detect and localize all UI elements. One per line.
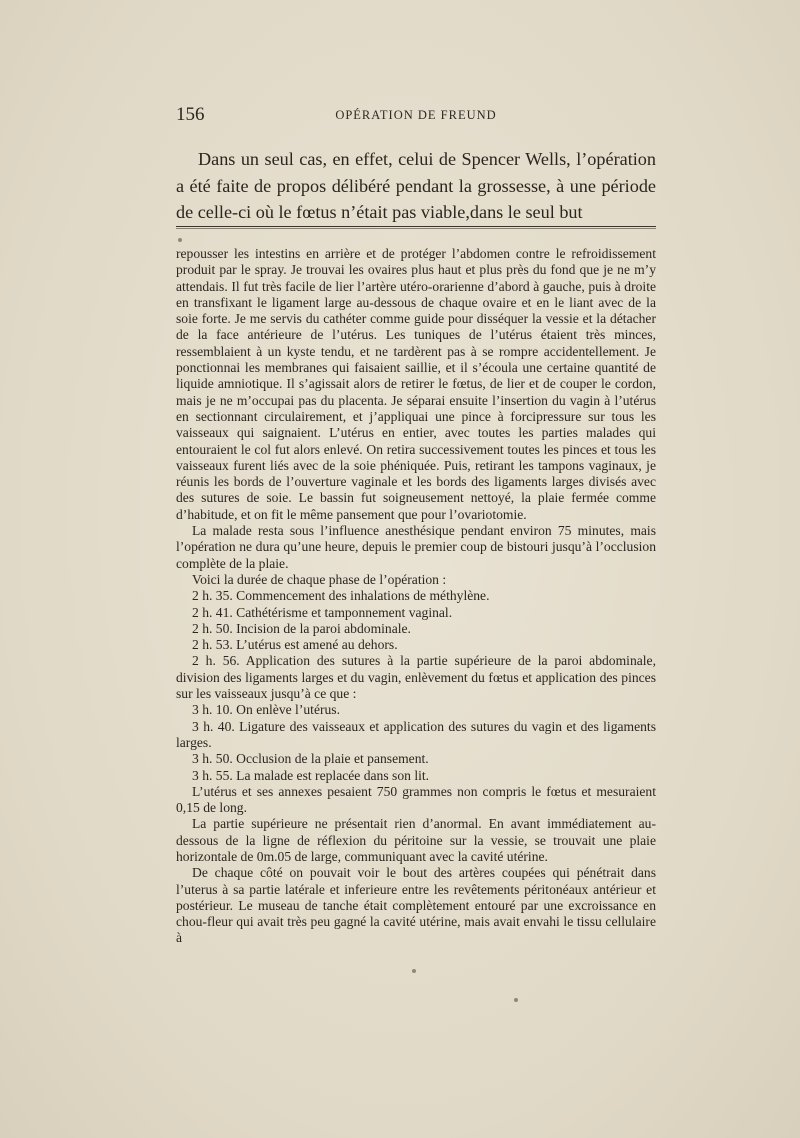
timeline-entry: 2 h. 50. Incision de la paroi abdominale.: [192, 620, 411, 636]
lead-paragraph: Dans un seul cas, en effet, celui de Spencer Wells, l’opération a été faite de propos délibéré pendant la grossesse, à une période de celle-ci où le fœtus n’était pas viable,dans le seul but: [176, 149, 656, 223]
timeline-entry: 3 h. 40. Ligature des vaisseaux et application des sutures du vagin et des ligaments larges.: [176, 718, 656, 750]
timeline-entry: 3 h. 10. On enlève l’utérus.: [192, 702, 340, 718]
running-head: [176, 104, 656, 126]
section-divider: [176, 226, 656, 229]
paper-blemish: [412, 969, 416, 973]
paper-blemish: [178, 238, 182, 242]
running-title: OPÉRATION DE FREUND: [335, 108, 497, 122]
paragraph: La malade resta sous l’influence anesthésique pendant environ 75 minutes, mais l’opération ne dura qu’une heure, depuis le premier coup de bistouri jusqu’à l’occlusion complète de la plaie.: [176, 523, 656, 571]
page-number: 156: [176, 104, 205, 125]
paragraph: De chaque côté on pouvait voir le bout des artères coupées qui pénétrait dans l’uterus à sa partie latérale et inferieure entre les revêtements péritonéaux antérieur et postérieur. Le museau de tanche était complètement entouré par une excroissance en chou-fleur qui avait très peu gagné la cavité utérine, mais avait envahi le tissu cellulaire à: [176, 865, 656, 946]
timeline-entry: 2 h. 35. Commencement des inhalations de méthylène.: [192, 588, 490, 604]
timeline-entry: 2 h. 53. L’utérus est amené au dehors.: [192, 637, 398, 653]
timeline-entry: 2 h. 41. Cathétérisme et tamponnement vaginal.: [192, 604, 453, 620]
timeline-entry: 3 h. 50. Occlusion de la plaie et pansement.: [192, 751, 429, 767]
timeline-entry: 2 h. 56. Application des sutures à la partie supérieure de la paroi abdominale, division des ligaments larges et du vagin, enlèvement du fœtus et application des pinces sur les vaisseaux jusqu’à ce que :: [176, 653, 656, 702]
paper-blemish: [514, 998, 518, 1002]
body-text: [176, 246, 656, 947]
paragraph: La partie supérieure ne présentait rien d’anormal. En avant immédiatement au-dessous de la ligne de réflexion du péritoine sur la vessie, se trouvait une plaie horizontale de 0m.05 de large, communiquant avec la cavité utérine.: [176, 816, 656, 864]
paragraph: Voici la durée de chaque phase de l’opération :: [192, 571, 447, 587]
paragraph: repousser les intestins en arrière et de protéger l’abdomen contre le refroidissement produit par le spray. Je trouvai les ovaires plus haut et plus près du fond que je ne m’y attendais. Il fut très facile de lier l’artère utéro-orarienne d’abord à gauche, puis à droite en transfixant le ligament large au-dessous de chaque ovaire et en le liant avec de la soie forte. Je me servis du cathéter comme guide pour disséquer la vessie et la détacher de la face antérieure de l’utérus. Les tuniques de l’utérus étaient très minces, ressemblaient à un kyste tendu, et ne tardèrent pas à se rompre accidentellement. Je ponctionnai les membranes qui faisaient saillie, et il s’écoula une certaine quantité de liquide amniotique. Il s’agissait alors de retirer le fœtus, de lier et de couper le cordon, mais je ne m’occupai pas du placenta. Je séparai ensuite l’insertion du vagin à l’utérus en sectionnant circulairement, et j’appliquai une pince à forcipressure sur tous les vaisseaux qui saignaient. L’utérus en entier, avec toutes les parties malades qui entouraient le col fut alors enlevé. On retira successivement toutes les pinces et tous les vaisseaux furent liés avec de la soie phéniquée. Puis, retirant les tampons vaginaux, je réunis les bords de l’ouverture vaginale et les bords des ligaments larges divisés avec des sutures de soie. Le bassin fut soigneusement nettoyé, la plaie fermée comme d’habitude, et on fit le même pansement que pour l’ovariotomie.: [176, 246, 656, 522]
paragraph: L’utérus et ses annexes pesaient 750 grammes non compris le fœtus et mesuraient 0,15 de long.: [176, 783, 656, 816]
timeline-entry: 3 h. 55. La malade est replacée dans son lit.: [192, 767, 430, 783]
